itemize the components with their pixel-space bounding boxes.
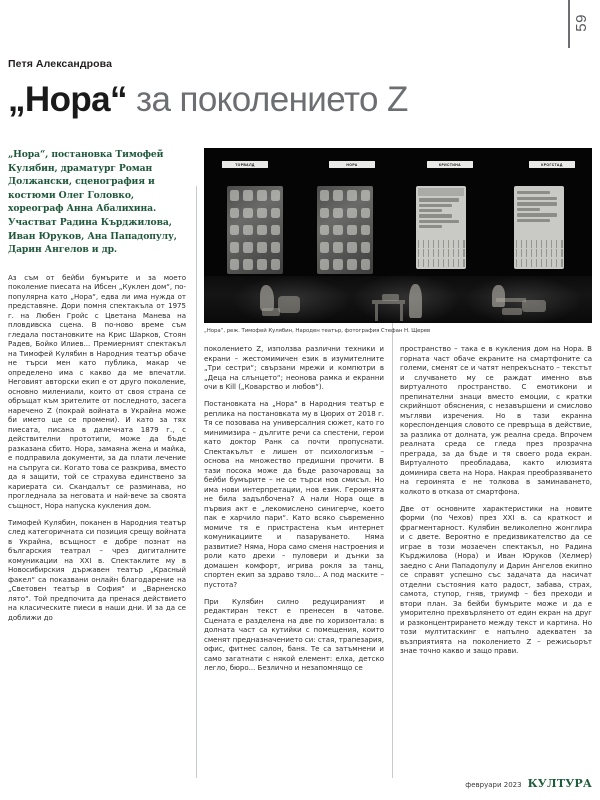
footer-date: февруари 2023 — [465, 781, 522, 789]
screen-label-torvald: ТОРВАЛД — [222, 161, 268, 168]
headline-rest-part: за поколението Z — [126, 80, 408, 119]
paragraph: Тимофей Кулябин, поканен в Народния театър след категоричната си позиция срещу войната в Украйна, всъщност е добре познат на българския театрал – чрез дигиталните комуникации на XXI в. Спектаклите му в Новосибирския държавен театър „Красный факел“ са показвани онлайн благодарение на „Световен театър в София“ и „Варненско лято“. Той предпочита да пренася действието на класическите пиеси в наши дни. И за да се доближи до — [8, 517, 186, 622]
column-right — [400, 148, 592, 656]
screen-label-kristina: КРИСТИНА — [427, 161, 473, 168]
page-number-rule — [568, 0, 570, 48]
page-number: 59 — [573, 14, 590, 32]
screen-label-nora: НОРА — [329, 161, 375, 168]
paragraph: Две от основните характеристики на новите форми (по Чехов) през XXI в. са краткост и фрагментарност. Кулябин великолепно жонглира и с двете. Вероятно е предизвикателство да се играе в този мозаечен спектакъл, но Радина Кърджилова (Нора) и Иван Юруков (Хелмер) заедно с Ани Пападопулу и Дарин Ангелов екипно се справят успешно със задачата да насичат отделни състояния като радост, забава, страх, самота, ступор, гняв, триумф – без преходи и втори план. За бейби бумърите може и да е уморително прехвърлянето от един екран на друг и разконцентрирането между текст и картина. Но този мултитаскинг е напълно адекватен за възприятията на поколението Z – режисьорът знае точно какво и защо прави. — [400, 503, 592, 655]
article-header — [8, 58, 592, 119]
screen-label-krogstad: КРОГСТАД — [529, 161, 575, 168]
author-byline: Петя Александрова — [8, 58, 113, 70]
production-credits: „Нора“, постановка Тимофей Кулябин, драматург Роман Должански, сценография и костюми Олег Головко, хореограф Анна Абалихина. Участват Радина Кърджилова, Иван Юруков, Ана Пападопулу, Дарин Ангелов и др. — [8, 149, 177, 256]
column-middle — [204, 148, 384, 673]
stage-tabletop-items — [382, 294, 399, 301]
paragraph: Аз съм от бейби бумърите и за моето поколение пиесата на Ибсен „Куклен дом“, по-популярна като „Нора“, едва ли има нужда от представяне. Дори помня спектакъла от 1975 г. на Любен Гройс с Цветана Манева на пловдивска сцена. В по-ново време съм гледала постановките на Крис Шарков, Стоян Радев, Бойко Илиев... Премиерният спектакъл на Тимофей Кулябин в Народния театър обаче не търси мен като публика, макар че определено има с какво да ме впечатли. Неговият авторски екип е от друго поколение, основно милениали, които от своя страна се обръщат към зрителите от последното, засега наречено Z (покрай войната в Украйна може би името ще се промени). И като за тях пиесата, писана в далечната 1879 г., с действителни прототипи, може да бъде разказана сбито. Нора, замаяна жена и майка, е подправила документи, за да плати лечение на съпруга си. Когато това се разкрива, вместо да я защити, той се страхува единствено за кариерата си. Скандалът се разминава, но прогледнала за неговата и най-вече за своята същност, Нора напуска кукления дом. — [8, 272, 187, 510]
photo-caption: „Нора“, реж. Тимофей Кулябин, Народен театър, фотография Стефан Н. Щерев — [204, 328, 431, 334]
page-footer — [465, 777, 592, 790]
paragraph: поколението Z, използва различни техники и екрани – жестомимичен език в изумителните „Три сестри“; свързани мрежи и компютри в „Деца на слънцето“; неонова рамка и екранни очи в Kill („Коварство и любов“). — [204, 344, 384, 391]
footer-brand: КУЛТУРА — [527, 777, 592, 790]
photo-spacer — [400, 148, 592, 344]
page-title — [8, 81, 592, 119]
paragraph: Постановката на „Нора“ в Народния театър е реплика на постановката му в Цюрих от 2018 г. Тя се позовава на универсалния сюжет, като го минимизира – дългите речи са спестени, герои като доктор Ранк са почти пропуснати. Спектакълът е лишен от психологизъм – основа на множество предишни прочити. В тази посока може да бъде разочароващ за бейби бумърите – не се търси нов смисъл. Но има нови интерпретации, нов език. Героинята не била задълбочена? А нали Нора още в първия акт е „лекомислено синигерче, което пак е харчило пари“. Като всяко съвременно момиче тя е пристрастена към интернет комуникациите и пазаруването. Няма развитие? Няма, Нора само сменя настроения и роли като дрехи – пуловери и дънки за домашен комфорт, игрива рокля за танц, спортен екип за здраво тяло... А под маските – пустота? — [204, 399, 384, 589]
page-number-marker — [564, 0, 600, 58]
photo-spacer — [204, 148, 384, 344]
article-body — [8, 148, 592, 778]
column-left — [8, 148, 186, 622]
paragraph: пространство – така е в кукления дом на Нора. В горната част обаче екраните на смартфоните са големи, сменят се и чатят непрекъснато – текстът и случването му се раждат именно във виртуалното пространство. С емотикони и препинателни знаци вместо емоции, с кратки скрийншот обяснения, с незавършени и смислово мъгляви изречения. Но в тази екранна кореспонденция словото се превръща в действие, за разлика от долната, уж реална среда. Впрочем реалната среда се гледа през прозрачна преграда, за да бъде и тя своего рода екран. Виртуалното преобладава, както илюзията доминира света на Нора. Накрая преобразяването на героинята е не толкова в заминаването, колкото в отказа от смартфона. — [400, 344, 592, 496]
column-divider-1 — [196, 186, 197, 778]
paragraph: При Кулябин силно редуцираният и редактиран текст е пренесен в чатове. Сцената е разделена на две по хоризонтала: в долната част са кутийки с помещения, които сменят предназначението си: стая, трапезария, офис, фитнес салон, баня. Те са затъмнени и само загатнати с някой елемент: елха, детско легло, бюро... Безлично и незапомнящо се — [204, 596, 384, 672]
headline-quoted-part: „Нора“ — [8, 80, 127, 119]
